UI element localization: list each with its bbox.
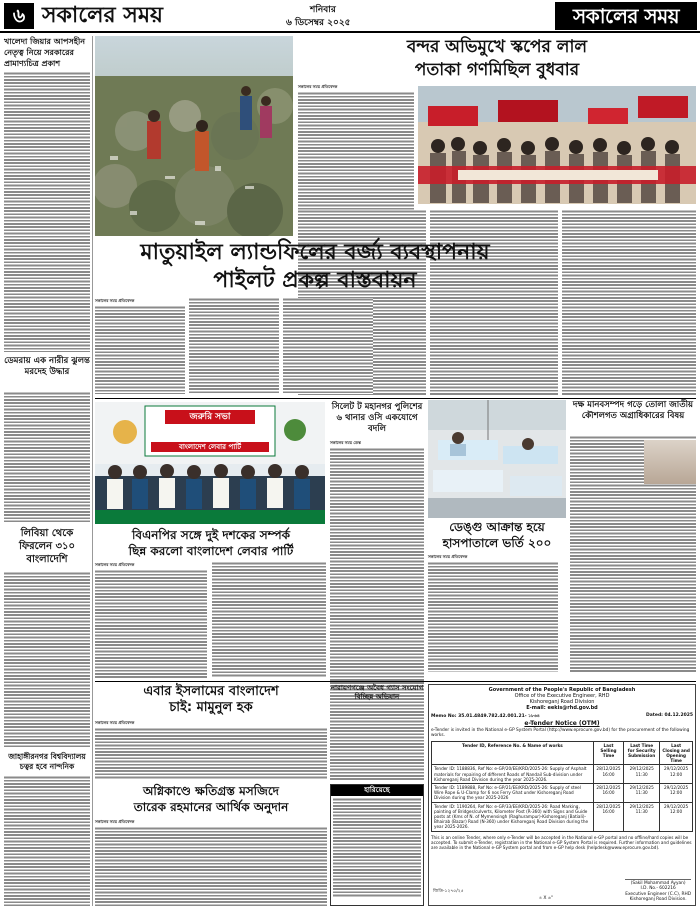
labour-banner-party: বাংলাদেশ লেবার পার্টি — [178, 443, 242, 451]
header-day: শনিবার — [310, 5, 336, 15]
signature-scribble — [625, 872, 691, 880]
column-divider-left — [92, 36, 93, 906]
header-rule — [0, 31, 700, 33]
mamunul-body — [95, 728, 327, 780]
sylhet-body — [330, 448, 424, 780]
tender-size: ৪ X ৬" — [539, 896, 553, 901]
tender-row-desc: Tender ID: 1190264, Ref No: e-GP/33/EE/KRD/2025-26: Road Marking, painting of Bridges/culverts, Kilometer Post (R-360) with Signs and Guide posts at (Kms of N. of Mymensingh (Raghurampur)-Kishoreganj (Batiali)-Bhairab (Bazar) Road (N-360) under Kishoreganj Road Division during the year 2025-2026. — [432, 802, 594, 831]
tender-email: E-mail: eekis@rhd.gov.bd — [526, 705, 598, 711]
khaleda-body — [4, 72, 90, 352]
divider-mid-1 — [95, 398, 696, 399]
tender-row-desc: Tender ID: 1189888, Ref No: e-GP/21/EE/KRD/2025-26: Supply of steel Wire Rope & U-Clamp for 6 nos Ferry Ghat under Kishoreganj Road Division during the year 2025-2026 — [432, 784, 594, 803]
tender-row-closing: 29/12/2025 12:00 — [660, 784, 693, 803]
tender-row-security: 29/12/2025 11:30 — [624, 765, 660, 784]
tender-col-selling: Last Selling Time — [593, 741, 623, 765]
tender-row-sell: 28/12/2025 16:00 — [593, 802, 623, 831]
lost-notice-box — [330, 784, 424, 906]
rally-body-col3 — [430, 210, 558, 396]
khaleda-headline: খালেদা জিয়ার আপসহীন নেতৃত্ব নিয়ে সরকারের প্রামাণ্যচিত্র প্রকাশ — [4, 37, 86, 68]
dengue-headline-1: ডেঙ্গু আক্রান্ত হয়ে — [449, 520, 545, 534]
rally-headline-2: পতাকা গণমিছিল বুধবার — [414, 60, 580, 80]
jahangirnagar-body — [4, 776, 90, 906]
rally-photo — [418, 86, 696, 204]
landfill-byline: সকালের সময় প্রতিবেদক — [95, 298, 135, 303]
rally-headline-1: বন্দর অভিমুখে স্কপের লাল — [406, 37, 588, 57]
sylhet-byline: সকালের সময় ডেস্ক — [330, 440, 361, 445]
jahangirnagar-headline: জাহাঙ্গীরনগর বিশ্ববিদ্যালয় চত্বর হবে নান্দনিক — [8, 752, 86, 771]
tender-row-security: 29/12/2025 11:30 — [624, 802, 660, 831]
skills-headline: দক্ষ মানবসম্পদ গড়ে তোলা জাতীয় কৌশলগত অগ্রাধিকারের বিষয় — [572, 400, 694, 421]
sig-role: Executive Engineer (C.C), RHD — [625, 891, 691, 897]
tender-col-closing: Last Closing and Opening Time — [660, 741, 693, 765]
tender-office: Office of the Executive Engineer, RHD — [514, 693, 610, 699]
rally-body-col1 — [298, 92, 414, 210]
tender-gov-line: Government of the People's Republic of Bangladesh — [488, 687, 636, 693]
masthead-logo: সকালের সময় — [555, 2, 697, 30]
labour-body-col2 — [212, 562, 326, 678]
rally-body-col4 — [562, 210, 696, 396]
tender-row-security: 29/12/2025 11:30 — [624, 784, 660, 803]
tender-intro: e-Tender is invited in the National e-GP System Portal (http://www.eprocure.gov.bd) for the procurement of the following works. — [431, 728, 690, 739]
tender-gd: জিডি-১২৭৫/২৫ — [433, 889, 464, 894]
mosque-byline: সকালের সময় প্রতিবেদক — [95, 819, 135, 824]
landfill-photo — [95, 36, 293, 236]
labour-headline-1: বিএনপির সঙ্গে দুই দশকের সম্পর্ক — [132, 528, 290, 542]
libya-body — [4, 572, 90, 747]
mamunul-headline-2: চাই: মামুনুল হক — [169, 700, 253, 715]
tender-memo: Memo No: 35.01.4849.782.42.001.21- ১৮৬৪ — [431, 714, 540, 719]
dengue-headline-2: হাসপাতালে ভর্তি ২০০ — [442, 536, 552, 550]
gas-headline: নারায়ণগঞ্জে অবৈধ গ্যাস সংযোগ বিচ্ছিন্ন অভিযান — [330, 684, 424, 701]
tender-notice — [428, 684, 696, 906]
tender-row-closing: 29/12/2025 12:00 — [660, 802, 693, 831]
labour-body-col1 — [95, 570, 207, 678]
tender-row-sell: 28/12/2025 16:00 — [593, 765, 623, 784]
tender-date: Dated: 04.12.2025 — [645, 713, 693, 718]
tender-table — [431, 741, 693, 832]
landfill-body-col3 — [283, 298, 373, 394]
labour-party-photo — [95, 402, 325, 524]
lost-notice-body — [333, 798, 421, 898]
demra-headline: ডেমরায় এক নারীর ঝুলন্ত মরদেহ উদ্ধার — [4, 356, 90, 377]
section-title: সকালের সময় — [42, 3, 164, 28]
tender-row — [432, 765, 693, 784]
tender-signature — [625, 872, 691, 902]
header-date: ৬ ডিসেম্বর ২০২৫ — [286, 18, 351, 28]
mosque-headline-1: অগ্নিকাণ্ডে ক্ষতিগ্রস্ত মসজিদে — [143, 784, 279, 798]
lost-notice-title: হারিয়েছে — [331, 785, 423, 796]
dengue-body-col1 — [428, 562, 558, 672]
dengue-byline: সকালের সময় প্রতিবেদক — [428, 554, 468, 559]
mamunul-byline: সকালের সময় প্রতিবেদক — [95, 720, 135, 725]
landfill-headline-2: পাইলট প্রকল্প বাস্তবায়ন — [213, 268, 417, 293]
sig-id: I.D. No.- 602216 — [640, 886, 676, 892]
tender-row-sell: 28/12/2025 16:00 — [593, 784, 623, 803]
tender-col-security: Last Time for Security Submission — [624, 741, 660, 765]
tender-division: Kishoreganj Road Division — [529, 699, 595, 705]
demra-body — [4, 392, 90, 522]
dengue-photo — [428, 400, 566, 518]
divider-mid-2 — [95, 681, 696, 682]
landfill-headline-1: মাতুয়াইল ল্যান্ডফিলের বর্জ্য ব্যবস্থাপনায় — [140, 240, 490, 265]
tender-col-works: Tender ID, Reference No. & Name of works — [432, 741, 594, 765]
labour-byline: সকালের সময় প্রতিবেদক — [95, 562, 135, 567]
tender-row-desc: Tender ID: 1188836, Ref No: e-GP/20/EE/KRD/2025-26: Supply of Asphalt materials for repairing of different Roads of Nandail Sub-division under Kishoreganj Road Division during the year 2025-2026. — [432, 765, 594, 784]
tender-row — [432, 802, 693, 831]
labour-headline-2: ছিন্ন করলো বাংলাদেশ লেবার পার্টি — [128, 544, 294, 558]
landfill-body-col1 — [95, 306, 185, 394]
labour-banner-title: জরুরি সভা — [189, 412, 231, 422]
tender-row — [432, 784, 693, 803]
tender-footer: This is an online Tender, where only e-Tender will be accepted in the National e-GP portal and no offline/hard copies will be accepted. To submit e-Tender, registration in the National e-GP System Portal is required. Further information and guidelines are available in the National e-GP System portal and from e-GP help desk (helpdesk@www.eprocure.gov.bd). — [431, 834, 692, 851]
tender-title: e-Tender Notice (OTM) — [524, 720, 600, 727]
mosque-body — [95, 827, 327, 906]
rally-byline: সকালের সময় প্রতিবেদক — [298, 84, 338, 89]
page-number-badge: ৬ — [4, 3, 34, 29]
sylhet-headline: সিলেট ট মহানগর পুলিশের ৬ থানার ওসি একযোগে বদলি — [331, 402, 423, 434]
sig-office: Kishoreganj Road Division. — [629, 896, 687, 902]
mamunul-headline-1: এবার ইসলামের বাংলাদেশ — [143, 684, 279, 699]
landfill-body-col2 — [189, 298, 279, 394]
skills-photo — [644, 440, 696, 484]
libya-headline: লিবিয়া থেকে ফিরলেন ৩১০ বাংলাদেশি — [18, 528, 76, 565]
tender-row-closing: 29/12/2025 12:00 — [660, 765, 693, 784]
mosque-headline-2: তারেক রহমানের আর্থিক অনুদান — [133, 800, 289, 814]
sig-name: (Sakil Mohammad Ayyan) — [630, 881, 686, 887]
